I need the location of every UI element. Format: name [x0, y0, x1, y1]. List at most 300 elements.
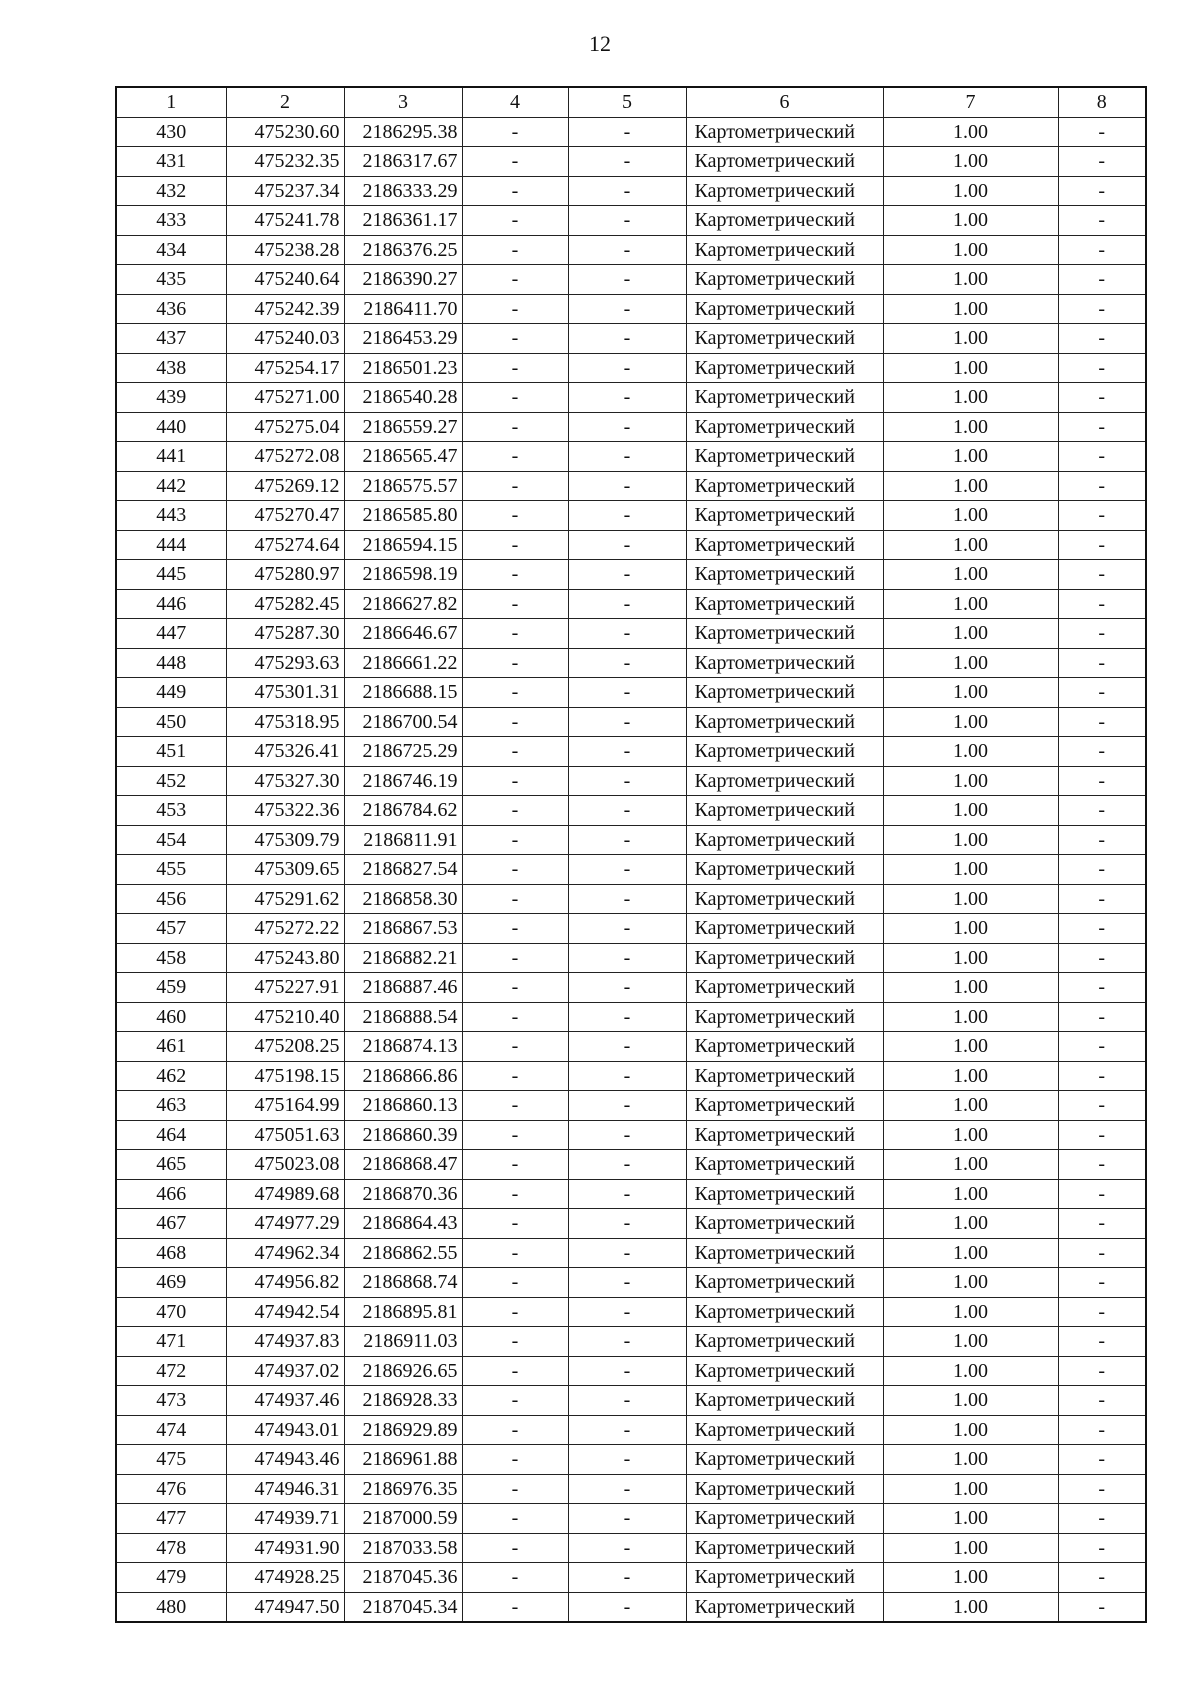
table-cell: 2186661.22	[344, 648, 462, 678]
table-cell: Картометрический	[686, 324, 883, 354]
table-cell: -	[1058, 1238, 1146, 1268]
table-cell: 1.00	[883, 1474, 1058, 1504]
table-cell: -	[1058, 383, 1146, 413]
table-row	[116, 1091, 1146, 1121]
table-cell: 1.00	[883, 943, 1058, 973]
column-header: 3	[344, 87, 462, 117]
table-cell: -	[1058, 1032, 1146, 1062]
table-cell: 1.00	[883, 855, 1058, 885]
table-row	[116, 471, 1146, 501]
coordinates-table	[115, 86, 1147, 1623]
table-cell: 468	[116, 1238, 226, 1268]
table-cell: 475271.00	[226, 383, 344, 413]
table-cell: 477	[116, 1504, 226, 1534]
table-cell: Картометрический	[686, 1179, 883, 1209]
table-row	[116, 1297, 1146, 1327]
table-cell: -	[462, 1474, 568, 1504]
table-row	[116, 619, 1146, 649]
table-cell: 1.00	[883, 1563, 1058, 1593]
table-cell: Картометрический	[686, 1504, 883, 1534]
table-cell: -	[462, 1032, 568, 1062]
table-cell: -	[462, 235, 568, 265]
table-cell: 459	[116, 973, 226, 1003]
table-cell: -	[568, 1091, 686, 1121]
table-cell: 1.00	[883, 1120, 1058, 1150]
table-cell: 2186746.19	[344, 766, 462, 796]
table-cell: 460	[116, 1002, 226, 1032]
table-cell: 432	[116, 176, 226, 206]
table-cell: -	[1058, 973, 1146, 1003]
table-cell: 1.00	[883, 1032, 1058, 1062]
table-cell: -	[1058, 1002, 1146, 1032]
table-cell: -	[1058, 589, 1146, 619]
table-cell: 2186911.03	[344, 1327, 462, 1357]
table-cell: -	[462, 1061, 568, 1091]
table-cell: 440	[116, 412, 226, 442]
table-cell: Картометрический	[686, 235, 883, 265]
table-row	[116, 206, 1146, 236]
table-cell: 2186926.65	[344, 1356, 462, 1386]
table-cell: 2186295.38	[344, 117, 462, 147]
table-cell: 1.00	[883, 1327, 1058, 1357]
table-cell: 449	[116, 678, 226, 708]
table-cell: -	[462, 914, 568, 944]
table-cell: 475254.17	[226, 353, 344, 383]
column-header: 4	[462, 87, 568, 117]
table-cell: 2187000.59	[344, 1504, 462, 1534]
table-cell: 1.00	[883, 501, 1058, 531]
table-cell: 478	[116, 1533, 226, 1563]
table-cell: 1.00	[883, 1091, 1058, 1121]
table-cell: 475237.34	[226, 176, 344, 206]
column-header: 7	[883, 87, 1058, 117]
table-cell: -	[568, 442, 686, 472]
table-cell: 2186862.55	[344, 1238, 462, 1268]
table-cell: 453	[116, 796, 226, 826]
table-cell: -	[462, 1386, 568, 1416]
table-cell: 452	[116, 766, 226, 796]
table-cell: 1.00	[883, 1238, 1058, 1268]
table-cell: -	[1058, 442, 1146, 472]
table-cell: 475272.08	[226, 442, 344, 472]
table-cell: 1.00	[883, 1002, 1058, 1032]
table-row	[116, 1474, 1146, 1504]
table-cell: -	[462, 1445, 568, 1475]
table-cell: Картометрический	[686, 589, 883, 619]
table-cell: 475164.99	[226, 1091, 344, 1121]
table-cell: Картометрический	[686, 943, 883, 973]
table-cell: -	[568, 117, 686, 147]
table-cell: -	[1058, 678, 1146, 708]
table-row	[116, 1504, 1146, 1534]
table-cell: -	[462, 1415, 568, 1445]
table-cell: Картометрический	[686, 560, 883, 590]
table-cell: 2186376.25	[344, 235, 462, 265]
table-cell: -	[1058, 619, 1146, 649]
table-cell: 2186874.13	[344, 1032, 462, 1062]
table-cell: -	[462, 766, 568, 796]
table-row	[116, 884, 1146, 914]
table-cell: -	[568, 1415, 686, 1445]
table-cell: 474977.29	[226, 1209, 344, 1239]
table-cell: -	[462, 324, 568, 354]
table-cell: 1.00	[883, 383, 1058, 413]
table-cell: -	[568, 412, 686, 442]
table-cell: 2186594.15	[344, 530, 462, 560]
table-cell: 445	[116, 560, 226, 590]
table-cell: -	[568, 235, 686, 265]
table-cell: -	[1058, 1297, 1146, 1327]
table-row	[116, 1150, 1146, 1180]
table-cell: -	[462, 1091, 568, 1121]
table-cell: -	[1058, 1150, 1146, 1180]
table-cell: 434	[116, 235, 226, 265]
table-cell: -	[1058, 766, 1146, 796]
table-cell: -	[462, 1327, 568, 1357]
page-number: 12	[589, 31, 611, 56]
table-cell: -	[462, 1209, 568, 1239]
table-cell: -	[1058, 471, 1146, 501]
table-cell: -	[462, 589, 568, 619]
table-cell: 475274.64	[226, 530, 344, 560]
table-cell: -	[462, 265, 568, 295]
table-row	[116, 737, 1146, 767]
table-row	[116, 1120, 1146, 1150]
table-cell: 2186333.29	[344, 176, 462, 206]
table-cell: -	[462, 1504, 568, 1534]
table-cell: -	[1058, 1179, 1146, 1209]
table-cell: 1.00	[883, 648, 1058, 678]
table-cell: -	[462, 1356, 568, 1386]
table-cell: Картометрический	[686, 796, 883, 826]
table-cell: Картометрический	[686, 766, 883, 796]
table-row	[116, 1032, 1146, 1062]
table-cell: Картометрический	[686, 471, 883, 501]
table-cell: -	[462, 501, 568, 531]
table-cell: -	[462, 1150, 568, 1180]
table-cell: 2186895.81	[344, 1297, 462, 1327]
table-cell: Картометрический	[686, 707, 883, 737]
table-cell: 461	[116, 1032, 226, 1062]
table-cell: 2186929.89	[344, 1415, 462, 1445]
table-cell: Картометрический	[686, 530, 883, 560]
table-cell: 443	[116, 501, 226, 531]
table-cell: 475322.36	[226, 796, 344, 826]
table-cell: Картометрический	[686, 294, 883, 324]
table-cell: -	[1058, 1474, 1146, 1504]
table-cell: 431	[116, 147, 226, 177]
table-cell: Картометрический	[686, 353, 883, 383]
table-cell: 475051.63	[226, 1120, 344, 1150]
table-row	[116, 1386, 1146, 1416]
table-cell: 1.00	[883, 206, 1058, 236]
table-cell: -	[568, 1179, 686, 1209]
table-cell: 474937.46	[226, 1386, 344, 1416]
table-cell: -	[1058, 147, 1146, 177]
table-cell: 2186565.47	[344, 442, 462, 472]
table-cell: 1.00	[883, 176, 1058, 206]
table-cell: 475198.15	[226, 1061, 344, 1091]
table-cell: 2186688.15	[344, 678, 462, 708]
table-cell: -	[568, 737, 686, 767]
table-cell: 450	[116, 707, 226, 737]
table-cell: 475301.31	[226, 678, 344, 708]
table-cell: 475291.62	[226, 884, 344, 914]
table-cell: Картометрический	[686, 206, 883, 236]
table-row	[116, 943, 1146, 973]
table-cell: Картометрический	[686, 973, 883, 1003]
table-cell: 474942.54	[226, 1297, 344, 1327]
table-body	[116, 117, 1146, 1622]
table-cell: 2186866.86	[344, 1061, 462, 1091]
table-cell: 1.00	[883, 1209, 1058, 1239]
table-cell: -	[462, 1002, 568, 1032]
table-row	[116, 1533, 1146, 1563]
table-cell: -	[568, 176, 686, 206]
table-cell: 474937.02	[226, 1356, 344, 1386]
table-cell: -	[1058, 1415, 1146, 1445]
table-cell: 2186928.33	[344, 1386, 462, 1416]
table-cell: -	[462, 619, 568, 649]
table-row	[116, 855, 1146, 885]
table-cell: -	[1058, 1533, 1146, 1563]
table-cell: -	[462, 943, 568, 973]
table-cell: -	[1058, 1592, 1146, 1622]
table-cell: Картометрический	[686, 1592, 883, 1622]
table-cell: 476	[116, 1474, 226, 1504]
table-row	[116, 353, 1146, 383]
table-cell: 458	[116, 943, 226, 973]
table-cell: 475327.30	[226, 766, 344, 796]
table-cell: 466	[116, 1179, 226, 1209]
table-cell: -	[462, 678, 568, 708]
table-cell: 473	[116, 1386, 226, 1416]
table-cell: -	[462, 707, 568, 737]
table-cell: 474947.50	[226, 1592, 344, 1622]
table-cell: 444	[116, 530, 226, 560]
table-cell: -	[1058, 1209, 1146, 1239]
table-cell: -	[568, 707, 686, 737]
table-cell: Картометрический	[686, 117, 883, 147]
table-cell: 2186453.29	[344, 324, 462, 354]
table-cell: -	[568, 471, 686, 501]
table-cell: -	[568, 501, 686, 531]
table-cell: 475227.91	[226, 973, 344, 1003]
table-cell: Картометрический	[686, 501, 883, 531]
table-cell: 467	[116, 1209, 226, 1239]
table-cell: -	[1058, 737, 1146, 767]
table-cell: 1.00	[883, 1356, 1058, 1386]
table-cell: -	[568, 1356, 686, 1386]
table-cell: 475326.41	[226, 737, 344, 767]
table-cell: 474989.68	[226, 1179, 344, 1209]
table-cell: 475293.63	[226, 648, 344, 678]
table-cell: 472	[116, 1356, 226, 1386]
table-cell: 2186646.67	[344, 619, 462, 649]
table-cell: 475208.25	[226, 1032, 344, 1062]
table-cell: 447	[116, 619, 226, 649]
table-cell: 2186860.39	[344, 1120, 462, 1150]
table-cell: -	[568, 1563, 686, 1593]
table-cell: -	[462, 147, 568, 177]
table-cell: 2186559.27	[344, 412, 462, 442]
table-cell: 474	[116, 1415, 226, 1445]
table-row	[116, 1592, 1146, 1622]
table-cell: -	[462, 1297, 568, 1327]
table-cell: 475241.78	[226, 206, 344, 236]
table-cell: -	[1058, 560, 1146, 590]
table-cell: 2186882.21	[344, 943, 462, 973]
table-cell: 435	[116, 265, 226, 295]
table-cell: -	[462, 825, 568, 855]
table-cell: 475243.80	[226, 943, 344, 973]
table-cell: 446	[116, 589, 226, 619]
table-row	[116, 766, 1146, 796]
table-cell: 2186961.88	[344, 1445, 462, 1475]
table-cell: 1.00	[883, 294, 1058, 324]
table-cell: 2186887.46	[344, 973, 462, 1003]
table-cell: 462	[116, 1061, 226, 1091]
table-cell: 1.00	[883, 265, 1058, 295]
table-cell: 2186868.74	[344, 1268, 462, 1298]
table-row	[116, 1238, 1146, 1268]
table-row	[116, 147, 1146, 177]
table-cell: -	[568, 1032, 686, 1062]
table-cell: Картометрический	[686, 914, 883, 944]
table-cell: -	[462, 442, 568, 472]
table-cell: -	[462, 294, 568, 324]
table-row	[116, 1327, 1146, 1357]
table-cell: 474943.01	[226, 1415, 344, 1445]
table-cell: Картометрический	[686, 1209, 883, 1239]
table-cell: -	[568, 973, 686, 1003]
column-header: 5	[568, 87, 686, 117]
table-cell: 1.00	[883, 766, 1058, 796]
table-cell: 475282.45	[226, 589, 344, 619]
table-cell: 474943.46	[226, 1445, 344, 1475]
table-cell: 1.00	[883, 619, 1058, 649]
table-cell: Картометрический	[686, 1474, 883, 1504]
table-cell: -	[1058, 324, 1146, 354]
table-row	[116, 973, 1146, 1003]
table-cell: 469	[116, 1268, 226, 1298]
table-cell: 475242.39	[226, 294, 344, 324]
table-cell: -	[462, 884, 568, 914]
table-cell: 1.00	[883, 678, 1058, 708]
table-cell: 1.00	[883, 796, 1058, 826]
table-row	[116, 176, 1146, 206]
table-cell: -	[568, 855, 686, 885]
table-cell: -	[568, 206, 686, 236]
table-cell: -	[462, 796, 568, 826]
table-cell: 439	[116, 383, 226, 413]
table-cell: 471	[116, 1327, 226, 1357]
table-cell: -	[1058, 117, 1146, 147]
table-cell: Картометрический	[686, 1533, 883, 1563]
table-cell: -	[1058, 1268, 1146, 1298]
column-header: 2	[226, 87, 344, 117]
table-cell: 1.00	[883, 471, 1058, 501]
table-cell: 2186888.54	[344, 1002, 462, 1032]
table-cell: -	[1058, 914, 1146, 944]
table-cell: 1.00	[883, 442, 1058, 472]
table-cell: -	[568, 1061, 686, 1091]
table-cell: 2186860.13	[344, 1091, 462, 1121]
table-cell: 2186976.35	[344, 1474, 462, 1504]
table-cell: 475269.12	[226, 471, 344, 501]
table-cell: 2186811.91	[344, 825, 462, 855]
table-cell: 2187045.34	[344, 1592, 462, 1622]
table-cell: -	[1058, 1563, 1146, 1593]
table-cell: -	[568, 1002, 686, 1032]
table-cell: -	[568, 147, 686, 177]
table-cell: -	[462, 530, 568, 560]
table-cell: -	[462, 1592, 568, 1622]
table-cell: -	[462, 737, 568, 767]
table-cell: -	[568, 294, 686, 324]
table-cell: 1.00	[883, 1533, 1058, 1563]
column-header: 1	[116, 87, 226, 117]
table-cell: -	[462, 206, 568, 236]
table-row	[116, 1268, 1146, 1298]
table-cell: Картометрический	[686, 1002, 883, 1032]
table-cell: -	[462, 855, 568, 885]
table-header	[116, 87, 1146, 117]
table-cell: 1.00	[883, 1445, 1058, 1475]
table-cell: -	[1058, 707, 1146, 737]
table-cell: -	[462, 412, 568, 442]
table-cell: -	[568, 1150, 686, 1180]
table-cell: 475309.79	[226, 825, 344, 855]
table-cell: 2186361.17	[344, 206, 462, 236]
table-cell: Картометрический	[686, 1091, 883, 1121]
table-row	[116, 383, 1146, 413]
table-cell: 1.00	[883, 1415, 1058, 1445]
table-cell: 1.00	[883, 1386, 1058, 1416]
table-row	[116, 530, 1146, 560]
table-cell: -	[568, 1592, 686, 1622]
table-cell: 1.00	[883, 235, 1058, 265]
table-cell: -	[1058, 294, 1146, 324]
table-cell: -	[568, 383, 686, 413]
table-cell: -	[1058, 1445, 1146, 1475]
table-cell: 2186317.67	[344, 147, 462, 177]
table-cell: Картометрический	[686, 265, 883, 295]
table-cell: 456	[116, 884, 226, 914]
table-cell: 1.00	[883, 707, 1058, 737]
table-cell: -	[462, 1120, 568, 1150]
table-row	[116, 914, 1146, 944]
table-cell: -	[568, 530, 686, 560]
table-cell: 474962.34	[226, 1238, 344, 1268]
table-cell: Картометрический	[686, 1445, 883, 1475]
table-cell: -	[462, 1533, 568, 1563]
table-cell: Картометрический	[686, 1032, 883, 1062]
table-cell: 1.00	[883, 1061, 1058, 1091]
table-cell: 475238.28	[226, 235, 344, 265]
table-row	[116, 117, 1146, 147]
table-cell: -	[1058, 825, 1146, 855]
table-cell: -	[568, 766, 686, 796]
table-cell: -	[568, 589, 686, 619]
table-cell: -	[568, 1297, 686, 1327]
table-cell: -	[1058, 412, 1146, 442]
column-header: 8	[1058, 87, 1146, 117]
table-cell: Картометрический	[686, 1327, 883, 1357]
table-cell: 464	[116, 1120, 226, 1150]
table-cell: -	[1058, 206, 1146, 236]
table-cell: 479	[116, 1563, 226, 1593]
